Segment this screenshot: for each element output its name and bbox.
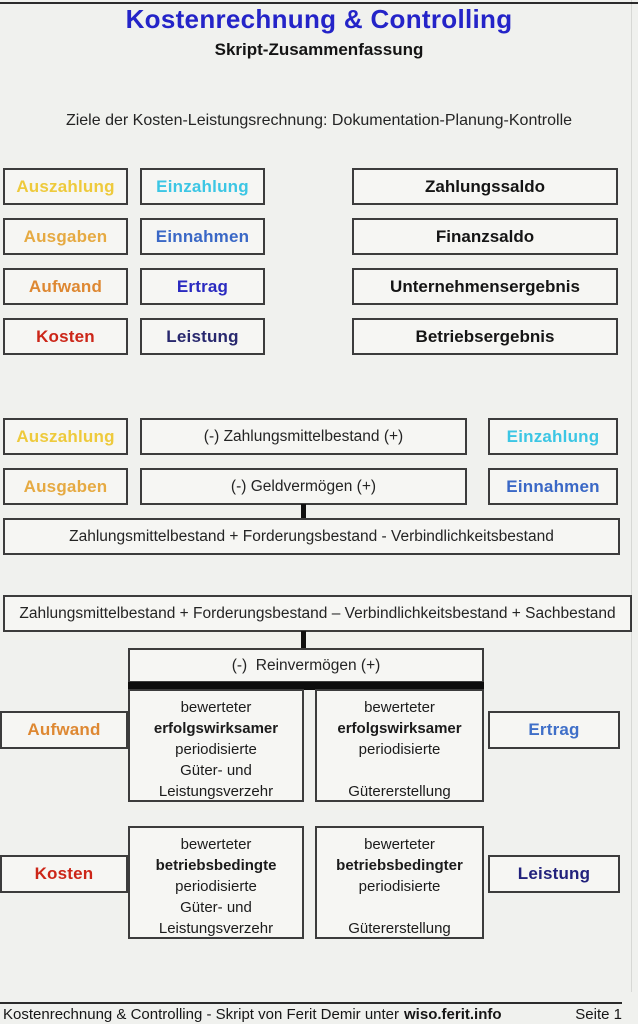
term-label: Leistung (517, 864, 591, 883)
box-finanzsaldo (352, 218, 618, 255)
term-label: Ausgaben (23, 226, 108, 246)
flow-box-auszahlung (3, 418, 128, 455)
box-ertrag-detail (315, 689, 484, 802)
detail-line: Gütererstellung (348, 920, 451, 937)
term-label: Kosten (34, 864, 94, 883)
term-label: Kosten (36, 326, 95, 346)
flow-box-ausgaben (3, 468, 128, 505)
box-zahlungssaldo (352, 168, 618, 205)
term-label: Auszahlung (16, 426, 115, 446)
detail-line: periodisierte (175, 741, 257, 758)
goals-line: Ziele der Kosten-Leistungsrechnung: Dokumentation-Planung-Kontrolle (65, 112, 573, 129)
box-aufwand-detail (128, 689, 304, 802)
box-leistung-detail (315, 826, 484, 939)
detail-line-bold: erfolgswirksamer (153, 720, 279, 737)
box-unternehmensergebnis (352, 268, 618, 305)
detail-line: Güter- und (180, 899, 252, 916)
detail-line: bewerteter (180, 699, 252, 716)
term-label: Einzahlung (156, 176, 249, 196)
footer-text: Kostenrechnung & Controlling - Skript von Ferit Demir unter (3, 1006, 400, 1023)
box-kosten-side (0, 855, 128, 893)
saldo-label: Zahlungssaldo (425, 176, 545, 196)
connector-line (301, 504, 306, 519)
box-reinvermoegen-formula (3, 595, 632, 632)
term-label: Auszahlung (16, 176, 115, 196)
term-label: Ertrag (176, 276, 229, 296)
detail-line-bold: betriebsbedingte (155, 857, 277, 874)
detail-line-bold: erfolgswirksamer (337, 720, 462, 737)
footer (0, 1004, 638, 1023)
box-ausgaben (3, 218, 128, 255)
detail-line-bold: betriebsbedingter (336, 857, 463, 874)
box-einnahmen (140, 218, 265, 255)
detail-line: periodisierte (175, 878, 257, 895)
detail-line: Leistungsverzehr (158, 783, 274, 800)
saldo-label: Betriebsergebnis (415, 326, 555, 346)
footer-page-number: Seite 1 (575, 1006, 622, 1023)
box-auszahlung (3, 168, 128, 205)
saldo-label: Finanzsaldo (435, 226, 535, 246)
detail-line: bewerteter (180, 836, 252, 853)
formula-label: Zahlungsmittelbestand + Forderungsbestand – Verbindlichkeitsbestand + Sachbestand (19, 604, 616, 622)
saldo-label: Unternehmensergebnis (390, 276, 580, 296)
box-ertrag (140, 268, 265, 305)
box-aufwand-side (0, 711, 128, 749)
box-ertrag-side (488, 711, 620, 749)
detail-line: bewerteter (364, 836, 435, 853)
box-leistung-side (488, 855, 620, 893)
term-label: Aufwand (28, 276, 103, 296)
term-label: Aufwand (27, 720, 101, 739)
term-label: Ertrag (528, 720, 580, 739)
box-geldvermoegen-formula (3, 518, 620, 555)
page-title: Kostenrechnung & Controlling (125, 4, 513, 34)
page-edge-line (631, 0, 632, 992)
detail-line: Gütererstellung (348, 783, 451, 800)
detail-line: Leistungsverzehr (158, 920, 274, 937)
term-label: Einnahmen (506, 476, 600, 496)
connector-line (301, 631, 306, 649)
term-label: Ausgaben (23, 476, 108, 496)
detail-line: bewerteter (364, 699, 435, 716)
flow-box-einzahlung (488, 418, 618, 455)
flow-box-einnahmen (488, 468, 618, 505)
flow-box-geldvermoegen (140, 468, 467, 505)
box-betriebsergebnis (352, 318, 618, 355)
footer-site: wiso.ferit.info (404, 1006, 502, 1023)
box-leistung (140, 318, 265, 355)
detail-line: periodisierte (358, 741, 441, 758)
formula-label: (-) Geldvermögen (+) (230, 477, 377, 495)
box-kosten-detail (128, 826, 304, 939)
term-label: Einnahmen (155, 226, 250, 246)
box-reinvermoegen (128, 648, 484, 683)
box-einzahlung (140, 168, 265, 205)
term-label: Einzahlung (506, 426, 600, 446)
formula-label: (-) Zahlungsmittelbestand (+) (203, 427, 404, 445)
formula-label: Zahlungsmittelbestand + Forderungsbestand - Verbindlichkeitsbestand (69, 527, 554, 545)
term-label: Leistung (166, 326, 239, 346)
box-aufwand (3, 268, 128, 305)
box-kosten (3, 318, 128, 355)
detail-line: Güter- und (180, 762, 252, 779)
formula-label: (-) Reinvermögen (+) (231, 656, 381, 674)
flow-box-zahlungsmittelbestand (140, 418, 467, 455)
page-subtitle: Skript-Zusammenfassung (214, 40, 424, 59)
detail-line: periodisierte (358, 878, 441, 895)
